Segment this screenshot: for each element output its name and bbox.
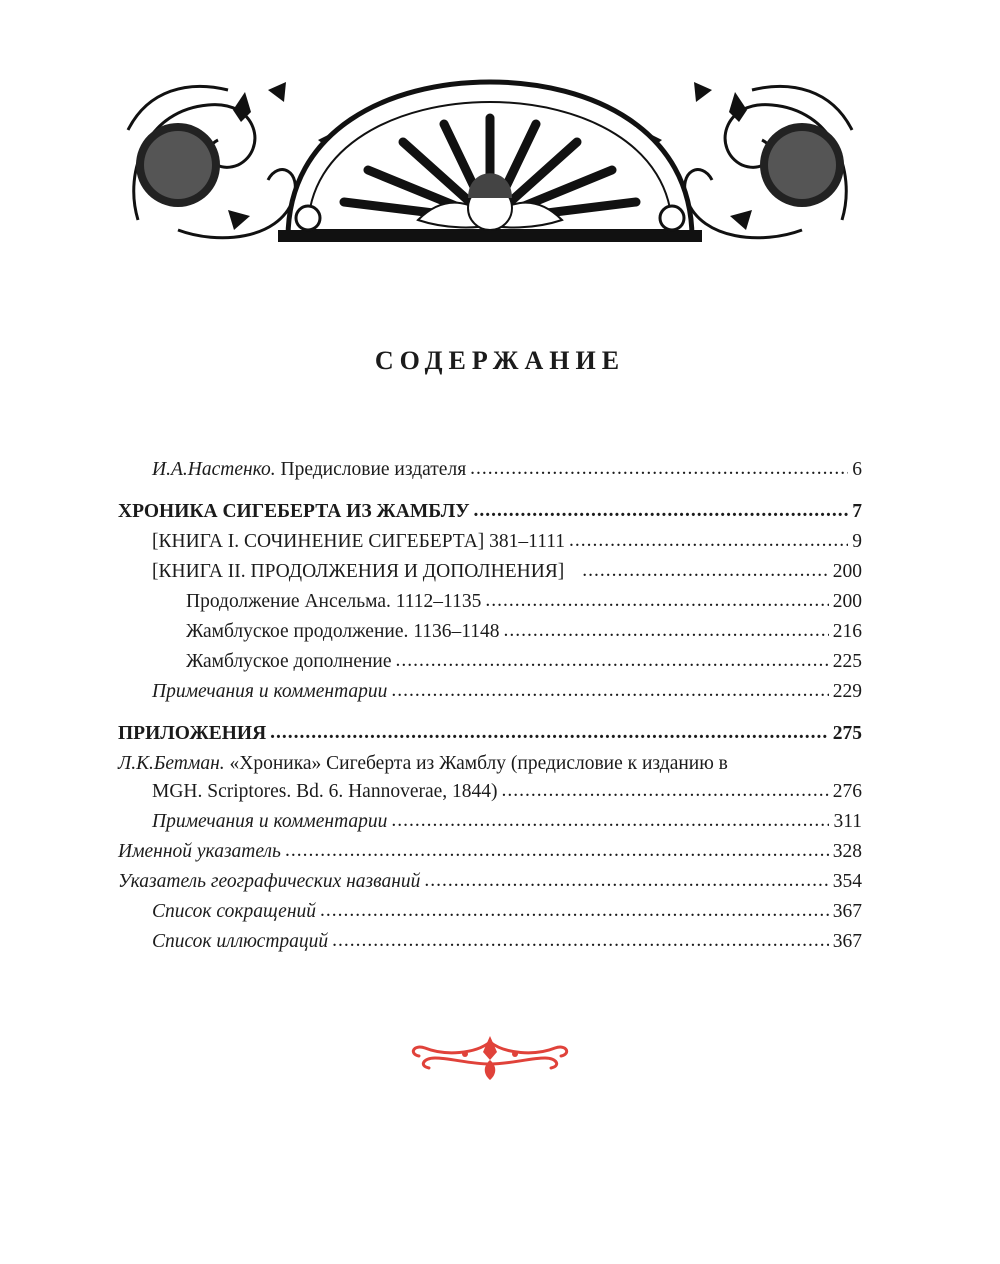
toc-author: Л.К.Бетман.	[118, 753, 225, 774]
dot-leader	[285, 837, 829, 865]
page-title: СОДЕРЖАНИЕ	[374, 346, 626, 375]
toc-page-number: 200	[832, 561, 862, 582]
toc-entry[interactable]	[118, 928, 862, 958]
toc-entry-title: Указатель географических названий	[118, 871, 421, 892]
toc-entry[interactable]	[118, 838, 862, 868]
dot-leader	[396, 647, 829, 675]
toc-entry[interactable]	[118, 648, 862, 678]
toc-entry[interactable]	[118, 618, 862, 648]
toc-page-number: 7	[852, 501, 862, 522]
toc-page-number: 367	[832, 931, 862, 952]
dot-leader	[504, 617, 829, 645]
toc-entry-title: [КНИГА I. СОЧИНЕНИЕ СИГЕБЕРТА] 381–1111	[152, 531, 566, 552]
toc-entry-title-continued: MGH. Scriptores. Bd. 6. Hannoverae, 1844)	[152, 781, 498, 802]
toc-entry-title: Примечания и комментарии	[152, 681, 388, 702]
toc-page-number: 200	[832, 591, 862, 612]
toc-entry[interactable]	[118, 720, 862, 750]
ornamental-headpiece-icon	[118, 70, 862, 248]
toc-entry[interactable]	[118, 750, 862, 808]
toc-entry[interactable]	[118, 558, 862, 588]
dot-leader	[470, 455, 848, 483]
dot-leader	[485, 587, 828, 615]
toc-page-number: 367	[832, 901, 862, 922]
toc-entry-title: ПРИЛОЖЕНИЯ	[118, 723, 267, 744]
dot-leader	[582, 557, 828, 585]
toc-page-number: 9	[852, 531, 862, 552]
toc-page-number: 275	[832, 723, 862, 744]
dot-leader	[424, 867, 828, 895]
toc-entry-title: «Хроника» Сигеберта из Жамблу (предисловие к изданию в	[224, 753, 728, 774]
toc-entry[interactable]	[118, 528, 862, 558]
dot-leader	[391, 677, 828, 705]
toc-entry[interactable]	[118, 456, 862, 486]
toc-page-number: 311	[833, 811, 862, 832]
toc-page-number: 229	[832, 681, 862, 702]
toc-entry-title: [КНИГА II. ПРОДОЛЖЕНИЯ И ДОПОЛНЕНИЯ]	[152, 561, 565, 582]
toc-entry-title: Список иллюстраций	[152, 931, 329, 952]
dot-leader	[569, 527, 848, 555]
dot-leader	[320, 897, 829, 925]
toc-entry-title: Предисловие издателя	[275, 459, 467, 480]
toc-entry-title: Продолжение Ансельма. 1112–1135	[186, 591, 482, 612]
toc-entry[interactable]	[118, 868, 862, 898]
toc-page-number: 6	[852, 459, 862, 480]
table-of-contents	[118, 456, 862, 958]
red-ornament-icon	[405, 1034, 575, 1082]
toc-page-number: 216	[832, 621, 862, 642]
dot-leader	[502, 777, 829, 805]
toc-entry-title: Жамблуское продолжение. 1136–1148	[186, 621, 500, 642]
toc-page-number: 328	[832, 841, 862, 862]
toc-entry[interactable]	[118, 898, 862, 928]
toc-entry-title: Список сокращений	[152, 901, 316, 922]
toc-entry-title: ХРОНИКА СИГЕБЕРТА ИЗ ЖАМБЛУ	[118, 501, 470, 522]
dot-leader	[270, 719, 829, 747]
dot-leader	[332, 927, 829, 955]
toc-entry-title: Жамблуское дополнение	[186, 651, 392, 672]
toc-entry-title: Именной указатель	[118, 841, 281, 862]
dot-leader	[474, 497, 849, 525]
toc-page-number: 354	[832, 871, 862, 892]
toc-page-number: 225	[832, 651, 862, 672]
toc-entry-title: Примечания и комментарии	[152, 811, 388, 832]
toc-author: И.А.Настенко.	[152, 459, 276, 480]
toc-entry[interactable]	[118, 808, 862, 838]
dot-leader	[391, 807, 829, 835]
toc-entry[interactable]	[118, 588, 862, 618]
toc-entry[interactable]	[118, 498, 862, 528]
toc-entry[interactable]	[118, 678, 862, 708]
toc-page-number: 276	[832, 781, 862, 802]
